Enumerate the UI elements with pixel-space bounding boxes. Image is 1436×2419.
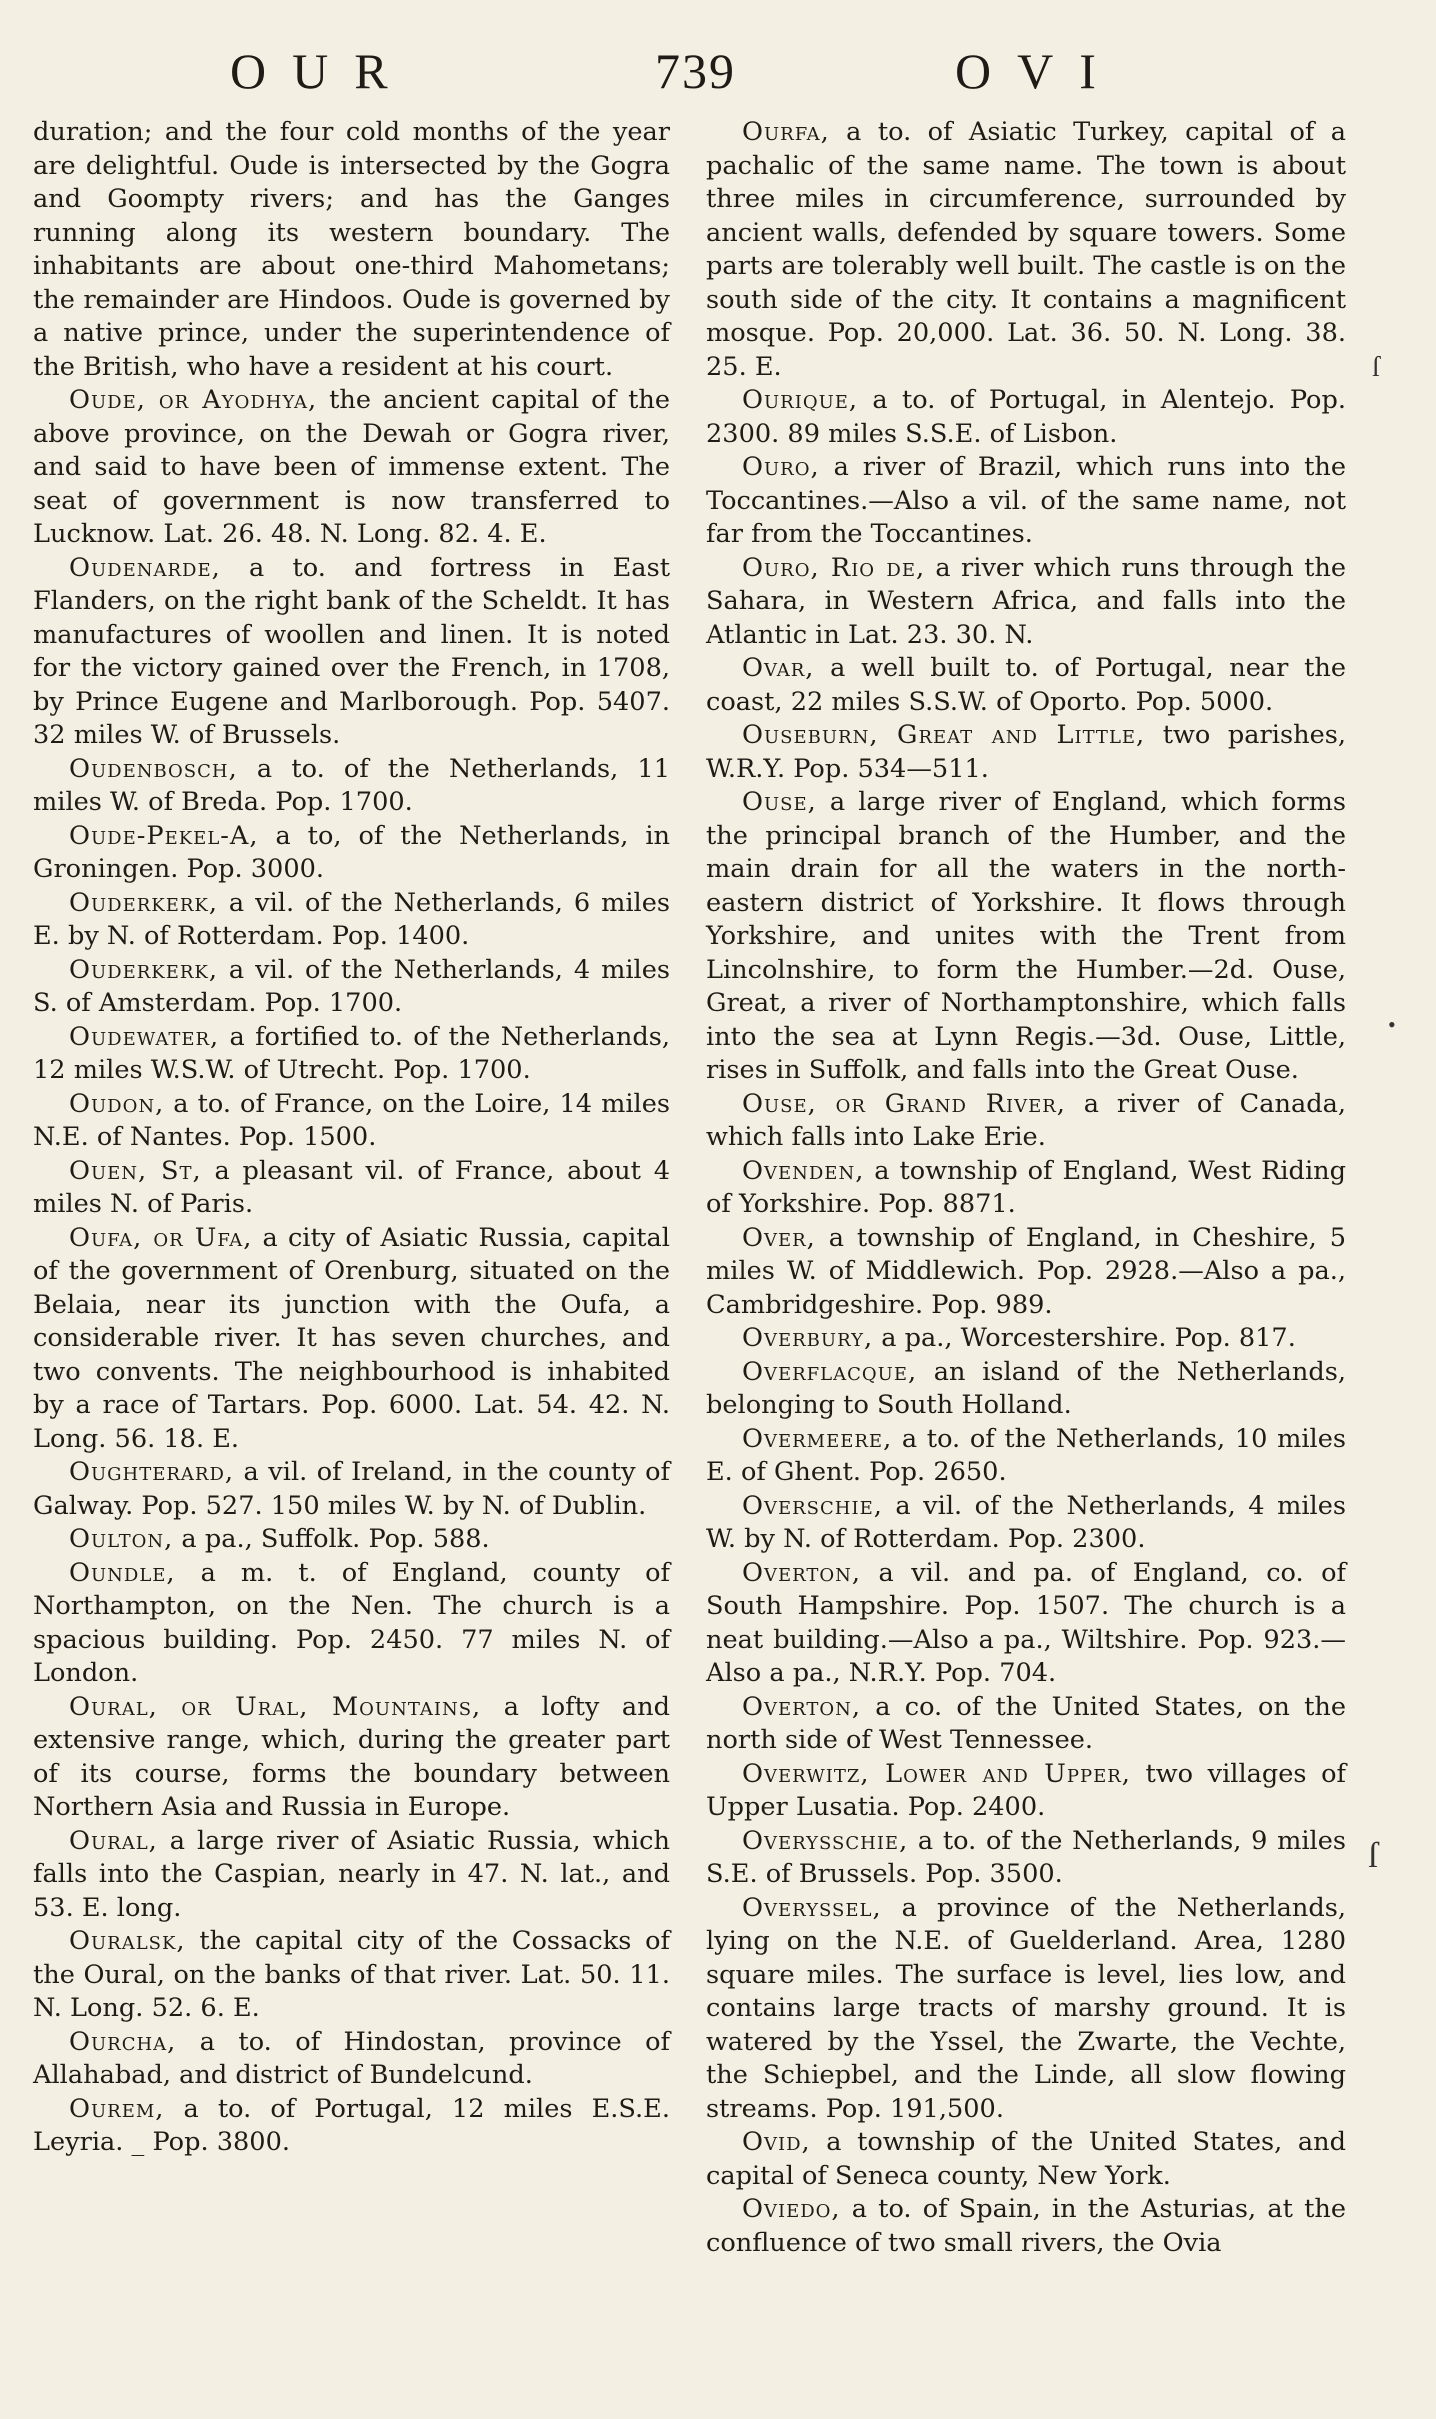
entry-text: a co. of the United States, on the north side of West Tennessee. (706, 1691, 1346, 1755)
gazetteer-entry (706, 1423, 1346, 1490)
entry-headword: Oudenbosch, (69, 753, 238, 784)
entry-headword: Oudenarde, (69, 552, 221, 583)
entry-text: a township of the United States, and capital of Seneca county, New York. (706, 2127, 1346, 2191)
left-column (33, 116, 670, 2160)
gazetteer-entry (706, 116, 1346, 384)
entry-text: a to. of Spain, in the Asturias, at the confluence of two small rivers, the Ovia (706, 2194, 1346, 2258)
entry-text: an island of the Netherlands, belonging to South Holland. (706, 1356, 1346, 1420)
gazetteer-entry (706, 1825, 1346, 1892)
entry-text: a well built to. of Portugal, near the coast, 22 miles S.S.W. of Oporto. Pop. 5000. (706, 653, 1346, 717)
entry-text: two parishes, W.R.Y. Pop. 534—511. (706, 720, 1346, 784)
gazetteer-entry (33, 1691, 670, 1825)
gazetteer-entry (33, 552, 670, 753)
entry-headword: Oulton, (69, 1524, 174, 1554)
gazetteer-entry (706, 451, 1346, 552)
entry-headword: Overysschie, (742, 1825, 909, 1856)
gazetteer-entry (706, 1691, 1346, 1758)
entry-headword: Over, (742, 1222, 816, 1253)
right-column (706, 116, 1346, 2260)
entry-text: a large river of Asiatic Russia, which falls into the Caspian, nearly in 47. N. lat., and 53. E. long. (33, 1825, 670, 1923)
header-right-guide-word: OVI (955, 43, 1122, 99)
entry-text: a city of Asiatic Russia, capital of the government of Orenburg, situated on the Belaia, near its junction with the Oufa, a considerable river. It has seven churches, and two convents. The neighbourhood is inhabited by a race of Tartars. Pop. 6000. Lat. 54. 42. N. Long. 56. 18. E. (33, 1222, 670, 1454)
gazetteer-entry (33, 1088, 670, 1155)
entry-text: a to. of the Netherlands, 10 miles E. of Ghent. Pop. 2650. (706, 1423, 1346, 1487)
gazetteer-entry (706, 1356, 1346, 1423)
entry-headword: Ouro, (742, 452, 820, 482)
page-number: 739 (655, 43, 736, 99)
entry-headword: Ourique, (742, 385, 859, 415)
entry-text: a to. of France, on the Loire, 14 miles N.E. of Nantes. Pop. 1500. (33, 1088, 670, 1152)
entry-headword: Ouen, St, (69, 1155, 202, 1186)
entry-text: a to. of Hindostan, province of Allahabad, and district of Bundelcund. (33, 2026, 670, 2090)
entry-text: a fortified to. of the Netherlands, 12 miles W.S.W. of Utrecht. Pop. 1700. (33, 1021, 670, 1085)
entry-text: a to. and fortress in East Flanders, on the right bank of the Scheldt. It has manufactures of woollen and linen. It is noted for the victory gained over the French, in 1708, by Prince Eugene and Marlborough. Pop. 5407. 32 miles W. of Brussels. (33, 552, 670, 750)
entry-text: a large river of England, which forms the principal branch of the Humber, and the main drain for all the waters in the north-eastern district of Yorkshire. It flows through Yorkshire, and unites with the Trent from Lincolnshire, to form the Humber.—2d. Ouse, Great, a river of Northamptonshire, which falls into the sea at Lynn Regis.—3d. Ouse, Little, rises in Suffolk, and falls into the Great Ouse. (706, 787, 1346, 1085)
entry-text: a to. of Asiatic Turkey, capital of a pachalic of the same name. The town is about three miles in circumference, surrounded by ancient walls, defended by square towers. Some parts are tolerably well built. The castle is on the south side of the city. It contains a magnificent mosque. Pop. 20,000. Lat. 36. 50. N. Long. 38. 25. E. (706, 117, 1346, 382)
entry-headword: Ourfa, (742, 117, 830, 147)
entry-headword: Ourem, (69, 2093, 165, 2124)
entry-headword: Ouralsk, (69, 1926, 186, 1956)
entry-text: a vil. of Ireland, in the county of Galway. Pop. 527. 150 miles W. by N. of Dublin. (33, 1457, 670, 1521)
entry-headword: Oural, or Ural, Mountains, (69, 1691, 482, 1722)
entry-headword: Ovar, (742, 653, 815, 683)
gazetteer-entry (706, 1557, 1346, 1691)
entry-headword: Overwitz, Lower and Upper, (742, 1758, 1131, 1789)
gazetteer-entry (706, 1222, 1346, 1323)
gazetteer-entry (33, 1925, 670, 2026)
entry-headword: Ouse, (742, 787, 817, 817)
entry-text: a to. of the Netherlands, 11 miles W. of Breda. Pop. 1700. (33, 753, 670, 817)
gazetteer-entry (33, 2093, 670, 2160)
gazetteer-entry (33, 1222, 670, 1457)
entry-text: duration; and the four cold months of the year are delightful. Oude is intersected by the Gogra and Goompty rivers; and has the Ganges running along its western boundary. The inhabitants are about one-third Mahometans; the remainder are Hindoos. Oude is governed by a native prince, under the superintendence of the British, who have a resident at his court. (33, 117, 670, 382)
gazetteer-entry (33, 820, 670, 887)
entry-text: a m. t. of England, county of Northampton, on the Nen. The church is a spacious building. Pop. 2450. 77 miles N. of London. (33, 1557, 670, 1688)
entry-text: a to, of the Netherlands, in Groningen. Pop. 3000. (33, 820, 670, 884)
entry-text: a pleasant vil. of France, about 4 miles N. of Paris. (33, 1155, 670, 1219)
entry-text: a river of Brazil, which runs into the Toccantines.—Also a vil. of the same name, not far from the Toccantines. (706, 452, 1346, 549)
entry-headword: Ouseburn, Great and Little, (742, 720, 1146, 750)
entry-headword: Oudewater, (69, 1021, 220, 1052)
entry-headword: Oundle, (69, 1557, 176, 1588)
entry-headword: Oufa, or Ufa, (69, 1222, 253, 1253)
gazetteer-entry (706, 1758, 1346, 1825)
entry-headword: Ouderkerk, (69, 887, 218, 918)
gazetteer-entry (706, 1322, 1346, 1356)
gazetteer-entry (706, 1490, 1346, 1557)
gazetteer-entry (706, 2193, 1346, 2260)
entry-headword: Ouse, or Grand River, (742, 1088, 1066, 1119)
entry-text: a township of England, in Cheshire, 5 miles W. of Middlewich. Pop. 2928.—Also a pa., Cambridgeshire. Pop. 989. (706, 1222, 1346, 1320)
entry-headword: Overton, (742, 1691, 862, 1722)
entry-headword: Oughterard, (69, 1457, 235, 1487)
entry-headword: Overton, (742, 1557, 862, 1588)
entry-headword: Overyssel, (742, 1892, 882, 1923)
entry-headword: Oural, (69, 1825, 158, 1856)
header-left-guide-word: OUR (230, 43, 414, 99)
gazetteer-entry (33, 1155, 670, 1222)
entry-text: a river which runs through the Sahara, in Western Africa, and falls into the Atlantic in Lat. 23. 30. N. (706, 552, 1346, 650)
entry-headword: Oudon, (69, 1088, 165, 1119)
entry-text: a vil. of the Netherlands, 4 miles W. by N. of Rotterdam. Pop. 2300. (706, 1490, 1346, 1554)
entry-headword: Oude-Pekel-A, (69, 820, 259, 851)
gazetteer-entry (706, 1892, 1346, 2127)
entry-headword: Ouro, Rio de, (742, 552, 926, 583)
entry-text: a river of Canada, which falls into Lake Erie. (706, 1088, 1346, 1152)
gazetteer-entry (33, 753, 670, 820)
gazetteer-entry (33, 116, 670, 384)
entry-text: a pa., Suffolk. Pop. 588. (173, 1524, 490, 1554)
entry-headword: Oude, or Ayodhya, (69, 385, 318, 415)
gazetteer-entry (706, 719, 1346, 786)
margin-mark: ſ (1368, 1835, 1379, 1875)
entry-text: a to. of Portugal, 12 miles E.S.E. Leyria. _ Pop. 3800. (33, 2093, 670, 2157)
entry-text: a pa., Worcestershire. Pop. 817. (873, 1323, 1296, 1353)
entry-headword: Overbury, (742, 1323, 874, 1353)
gazetteer-entry (33, 1523, 670, 1557)
margin-mark: ſ (1372, 352, 1380, 383)
entry-headword: Overflacque, (742, 1356, 918, 1387)
entry-headword: Ourcha, (69, 2026, 177, 2057)
entry-text: a to. of the Netherlands, 9 miles S.E. of Brussels. Pop. 3500. (706, 1825, 1346, 1889)
entry-text: a vil. of the Netherlands, 4 miles S. of Amsterdam. Pop. 1700. (33, 954, 670, 1018)
entry-headword: Ouderkerk, (69, 954, 218, 985)
gazetteer-entry (706, 652, 1346, 719)
gazetteer-entry (33, 384, 670, 552)
running-header (0, 42, 1436, 112)
gazetteer-entry (33, 1021, 670, 1088)
gazetteer-entry (706, 786, 1346, 1088)
entry-text: a to. of Portugal, in Alentejo. Pop. 2300. 89 miles S.S.E. of Lisbon. (706, 385, 1346, 449)
gazetteer-entry (706, 552, 1346, 653)
entry-headword: Oviedo, (742, 2194, 841, 2224)
entry-text: a vil. and pa. of England, co. of South Hampshire. Pop. 1507. The church is a neat building.—Also a pa., Wiltshire. Pop. 923.—Also a pa., N.R.Y. Pop. 704. (706, 1557, 1346, 1688)
entry-text: a township of England, West Riding of Yorkshire. Pop. 8871. (706, 1155, 1346, 1219)
gazetteer-entry (33, 954, 670, 1021)
gazetteer-entry (33, 1557, 670, 1691)
entry-text: a province of the Netherlands, lying on the N.E. of Guelderland. Area, 1280 square miles. The surface is level, lies low, and contains large tracts of marshy ground. It is watered by the Yssel, the Zwarte, the Vechte, the Schiepbel, and the Linde, all slow flowing streams. Pop. 191,500. (706, 1892, 1346, 2124)
gazetteer-entry (33, 2026, 670, 2093)
entry-text: the ancient capital of the above province, on the Dewah or Gogra river, and said to have been of immense extent. The seat of government is now transferred to Lucknow. Lat. 26. 48. N. Long. 82. 4. E. (33, 385, 670, 549)
gazetteer-entry (33, 1825, 670, 1926)
gazetteer-entry (33, 1456, 670, 1523)
gazetteer-entry (33, 887, 670, 954)
entry-text: the capital city of the Cossacks of the Oural, on the banks of that river. Lat. 50. 11. N. Long. 52. 6. E. (33, 1926, 670, 2023)
gazetteer-entry (706, 384, 1346, 451)
entry-headword: Overschie, (742, 1490, 883, 1521)
margin-dot: • (1388, 1012, 1396, 1037)
gazetteer-entry (706, 2126, 1346, 2193)
entry-headword: Ovenden, (742, 1155, 865, 1186)
gazetteer-entry (706, 1088, 1346, 1155)
gazetteer-entry (706, 1155, 1346, 1222)
entry-headword: Overmeere, (742, 1423, 893, 1454)
entry-text: a vil. of the Netherlands, 6 miles E. by N. of Rotterdam. Pop. 1400. (33, 887, 670, 951)
entry-headword: Ovid, (742, 2127, 811, 2157)
entry-text: a lofty and extensive range, which, during the greater part of its course, forms the boundary between Northern Asia and Russia in Europe. (33, 1691, 670, 1822)
entry-text: two villages of Upper Lusatia. Pop. 2400. (706, 1758, 1346, 1822)
